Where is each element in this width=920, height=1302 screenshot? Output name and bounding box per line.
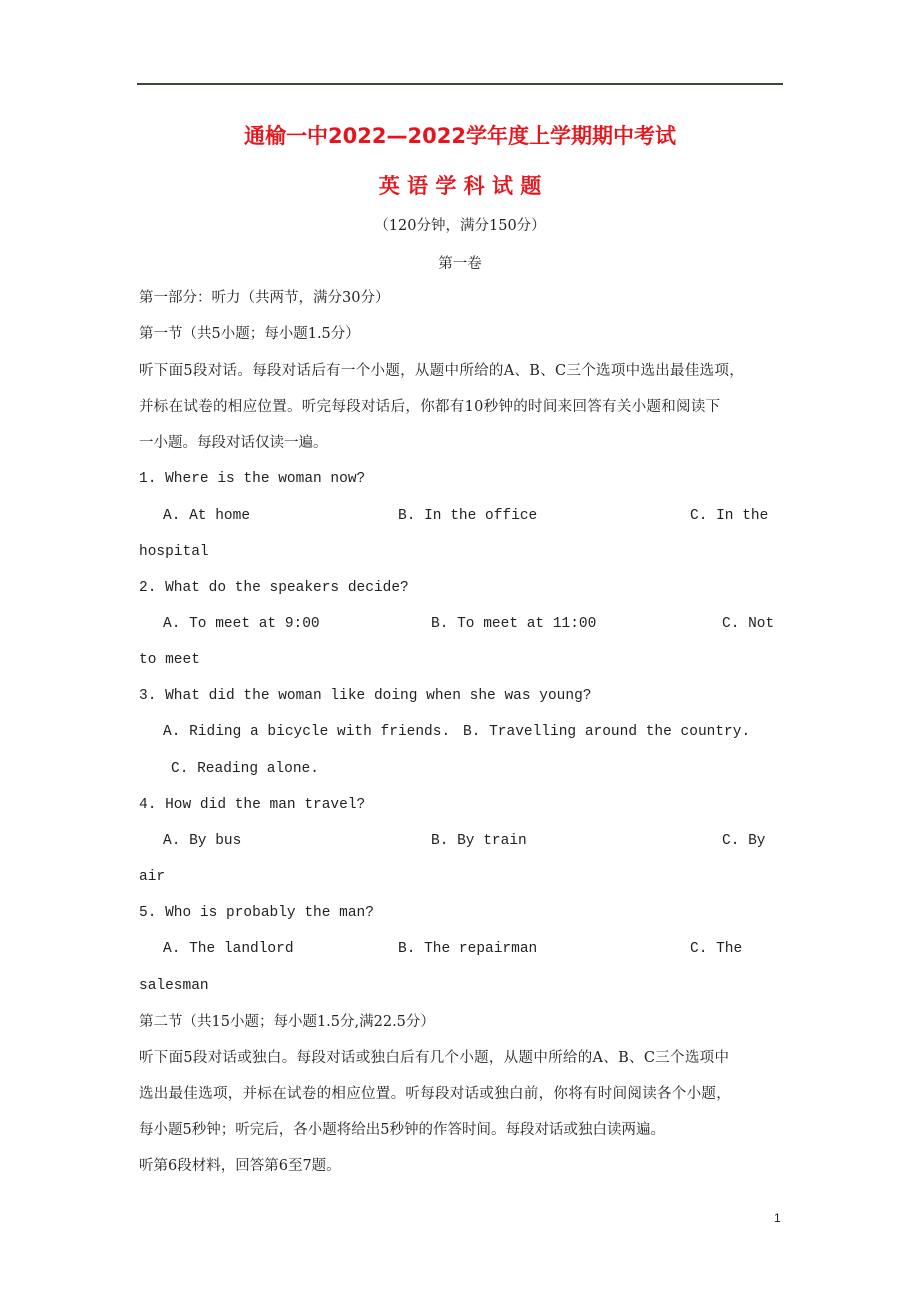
page-number: 1 [774,1211,781,1225]
option-b: B. By train [431,833,527,849]
option-b: B. In the office [398,508,538,524]
option-a: A. Riding a bicycle with friends. [163,724,451,740]
instruction-line: 一小题。每段对话仅读一遍。 [139,435,328,451]
option-c: C. Not [722,616,775,632]
option-c-cont: salesman [139,978,209,994]
option-b: B. Travelling around the country. [463,724,751,740]
part1-heading: 第一部分：听力（共两节，满分30分） [139,290,390,306]
instruction-line: 听下面5段对话或独白。每段对话或独白后有几个小题，从题中所给的A、B、C三个选项中 [139,1050,730,1066]
header-rule [137,83,783,85]
option-a: A. The landlord [163,941,294,957]
instruction-line: 选出最佳选项，并标在试卷的相应位置。听每段对话或独白前，你将有时间阅读各个小题， [139,1086,731,1102]
question-5: 5. Who is probably the man? [139,905,374,921]
question-2: 2. What do the speakers decide? [139,580,409,596]
option-a: A. At home [163,508,251,524]
section1-heading: 第一节（共5小题；每小题1.5分） [139,326,360,342]
option-c-cont: air [139,869,166,885]
question-3: 3. What did the woman like doing when she was young? [139,688,592,704]
option-a: A. By bus [163,833,242,849]
question-4: 4. How did the man travel? [139,797,366,813]
instruction-line: 并标在试卷的相应位置。听完每段对话后，你都有10秒钟的时间来回答有关小题和阅读下 [139,399,721,415]
exam-title: 通榆一中2022—2022学年度上学期期中考试 [244,124,676,148]
option-b: B. To meet at 11:00 [431,616,597,632]
time-score: （120分钟，满分150分） [374,218,546,234]
option-a: A. To meet at 9:00 [163,616,320,632]
option-c: C. By [722,833,766,849]
option-c-cont: to meet [139,652,200,668]
option-c: C. In the [690,508,769,524]
option-c: C. The [690,941,743,957]
section2-heading: 第二节（共15小题；每小题1.5分,满22.5分） [139,1014,435,1030]
question-1: 1. Where is the woman now? [139,471,366,487]
option-c: C. Reading alone. [171,761,319,777]
instruction-line: 听下面5段对话。每段对话后有一个小题，从题中所给的A、B、C三个选项中选出最佳选项， [139,363,745,379]
exam-subtitle: 英 语 学 科 试 题 [378,174,542,198]
instruction-line: 每小题5秒钟；听完后，各小题将给出5秒钟的作答时间。每段对话或独白读两遍。 [139,1122,665,1138]
material-note: 听第6段材料，回答第6至7题。 [139,1158,341,1174]
option-c-cont: hospital [139,544,209,560]
option-b: B. The repairman [398,941,538,957]
volume-label: 第一卷 [438,256,482,272]
